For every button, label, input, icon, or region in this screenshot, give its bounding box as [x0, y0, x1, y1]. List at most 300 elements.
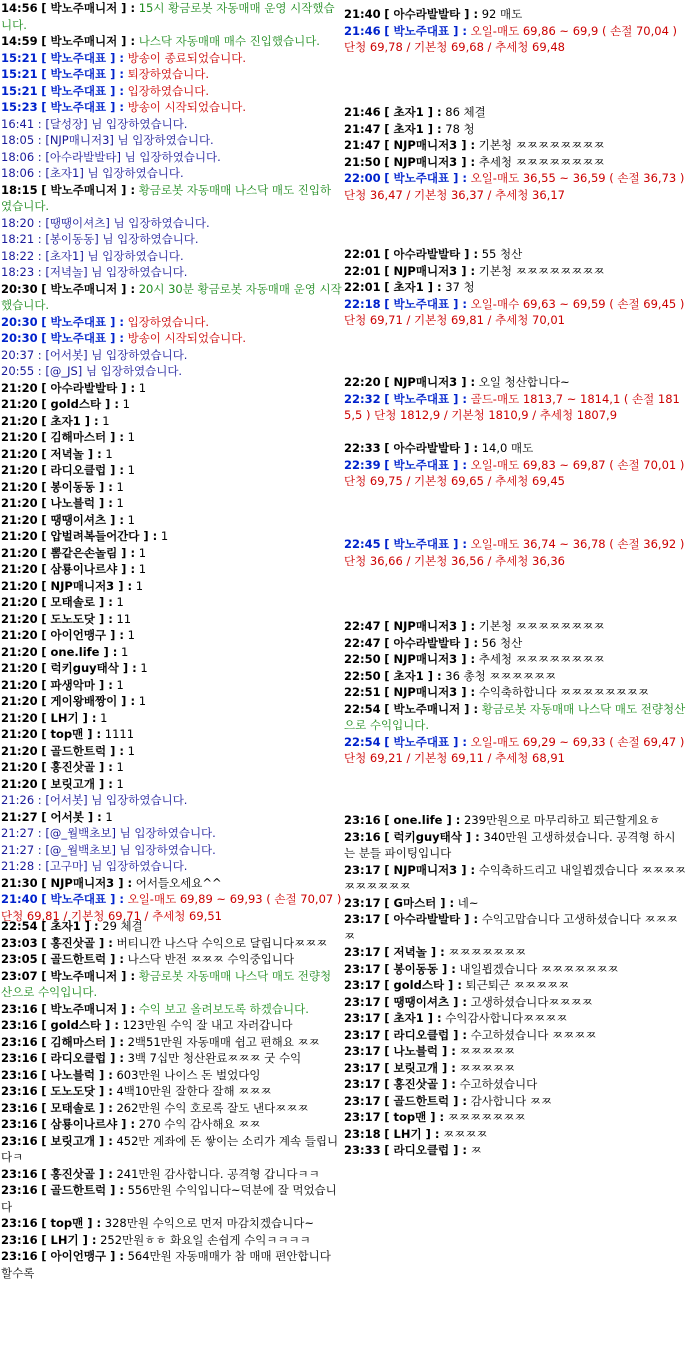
- message-time: 23:16: [1, 1232, 38, 1247]
- chat-message: [343, 279, 686, 296]
- chat-message: [0, 627, 342, 644]
- chat-message: [0, 1083, 342, 1100]
- chat-message: [343, 618, 686, 635]
- message-time: 21:20: [1, 529, 38, 543]
- message-time: 21:46: [344, 23, 381, 38]
- message-text: 1: [98, 413, 110, 428]
- message-sender: [ 박노주대표 ] :: [41, 331, 124, 345]
- message-time: 21:40: [1, 892, 38, 906]
- message-time: 23:16: [1, 1051, 38, 1065]
- message-sender: [ 초자1 ] :: [384, 121, 442, 136]
- message-sender: [ 홍진삿골 ] :: [41, 760, 113, 774]
- message-text: 92 매도: [478, 7, 523, 21]
- message-sender: [ LH기 ] :: [384, 1126, 440, 1141]
- message-text: 37 청: [441, 280, 475, 294]
- message-time: 23:17: [344, 1011, 381, 1025]
- message-sender: [ gold스타 ] :: [41, 397, 119, 411]
- message-sender: [ 김해마스터 ] :: [41, 1034, 124, 1049]
- chat-message: [0, 165, 342, 182]
- message-time: 23:05: [1, 952, 38, 966]
- chat-message: [0, 743, 342, 760]
- message-text: 20시 30분 황금로봇 자동매매 운영 시작했습니다.: [1, 281, 342, 312]
- message-sender: [ G마스터 ] :: [384, 895, 455, 910]
- chat-message: [343, 536, 686, 569]
- chat-message: [0, 825, 342, 842]
- message-text: 어서들오세요^^: [132, 875, 222, 890]
- chat-message: [343, 1010, 686, 1027]
- chat-message: [0, 710, 342, 727]
- message-time: 22:33: [344, 441, 381, 455]
- chat-message: [0, 149, 342, 166]
- chat-message: [343, 1060, 686, 1077]
- message-text: ㅉㅉㅉㅉㅉ: [455, 1044, 516, 1058]
- chat-message: [0, 644, 342, 661]
- join-notice: 21:28 : [고구마] 님 입장하였습니다.: [1, 859, 188, 873]
- message-text: 퇴근퇴근 ㅉㅉㅉㅉㅉ: [461, 978, 570, 992]
- chat-message: [0, 1100, 342, 1117]
- message-text: 수고하셨습니다: [455, 1077, 538, 1091]
- message-time: 23:18: [344, 1126, 381, 1141]
- message-sender: [ 모태솔로 ] :: [41, 1100, 113, 1115]
- message-sender: [ 박노주대표 ] :: [384, 296, 467, 311]
- chat-message: [343, 137, 686, 154]
- message-time: 15:21: [1, 83, 38, 98]
- message-time: 22:47: [344, 619, 381, 633]
- message-time: 22:01: [344, 247, 381, 261]
- chat-segment: [0, 0, 342, 924]
- chat-message: [0, 545, 342, 562]
- chat-message: [0, 462, 342, 479]
- message-time: 21:20: [1, 776, 38, 791]
- chat-segment: [343, 104, 686, 203]
- message-sender: [ 게이왕배짱이 ] :: [41, 694, 136, 708]
- message-sender: [ 어서봇 ] :: [41, 809, 102, 824]
- message-sender: [ 박노주대표 ] :: [384, 457, 467, 472]
- message-sender: [ 라디오클럽 ] :: [384, 1143, 467, 1157]
- chat-message: [0, 132, 342, 149]
- message-time: 21:27: [1, 809, 38, 824]
- message-sender: [ NJP매니저3 ] :: [384, 263, 476, 278]
- message-text: 황금로봇 자동매매 나스닥 매도 진입하였습니다.: [1, 182, 332, 213]
- message-text: 오일-매도 69,86 ~ 69,9 ( 손절 70,04 ) 단청 69,78 / 기본청 69,68 / 추세청 69,48: [344, 23, 678, 54]
- message-sender: [ 라디오클럽 ] :: [41, 463, 124, 477]
- chat-message: [0, 33, 342, 50]
- message-time: 23:16: [1, 1084, 38, 1098]
- message-time: 23:16: [1, 1183, 38, 1197]
- chat-message: [343, 1126, 686, 1143]
- message-time: 21:20: [1, 430, 38, 444]
- chat-message: [0, 809, 342, 826]
- message-time: 21:20: [1, 578, 38, 593]
- chat-message: [0, 693, 342, 710]
- message-sender: [ one.life ] :: [41, 644, 118, 659]
- message-text: 14,0 매도: [478, 441, 534, 455]
- message-text: 추세청 ㅉㅉㅉㅉㅉㅉㅉㅉ: [475, 652, 605, 666]
- message-text: 1: [112, 496, 124, 510]
- chat-message: [0, 935, 342, 952]
- message-time: 20:30: [1, 281, 38, 296]
- chat-message: [0, 594, 342, 611]
- message-sender: [ 아수라발발타 ] :: [384, 7, 479, 21]
- message-sender: [ 보릿고개 ] :: [384, 1060, 456, 1075]
- chat-message: [343, 374, 686, 391]
- message-time: 21:20: [1, 595, 38, 609]
- message-sender: [ 나노블럭 ] :: [41, 1067, 113, 1082]
- chat-segment: [343, 6, 686, 56]
- message-sender: [ 초자1 ] :: [384, 1011, 442, 1025]
- chat-message: [0, 875, 342, 892]
- message-time: 23:16: [1, 1249, 38, 1263]
- message-time: 21:20: [1, 644, 38, 659]
- message-text: 1: [123, 430, 135, 444]
- message-text: 수고하셨습니다 ㅉㅉㅉㅉ: [466, 1027, 597, 1042]
- message-sender: [ 박노주매니저 ] :: [41, 968, 136, 983]
- message-text: 기본청 ㅉㅉㅉㅉㅉㅉㅉㅉ: [475, 138, 605, 152]
- message-text: 1: [112, 677, 124, 692]
- message-text: 3백 7십만 청산완료ㅉㅉㅉ 굿 수익: [123, 1051, 302, 1065]
- message-text: 328만원 수익으로 먼저 마감치겠습니다~: [101, 1216, 314, 1230]
- message-sender: [ NJP매니저3 ] :: [384, 619, 476, 633]
- join-notice: 18:21 : [봉이동동] 님 입장하였습니다.: [1, 232, 199, 246]
- message-text: 1: [123, 743, 135, 758]
- chat-message: [0, 677, 342, 694]
- message-time: 22:45: [344, 537, 381, 551]
- message-text: 수익축하합니다 ㅉㅉㅉㅉㅉㅉㅉㅉ: [475, 685, 650, 699]
- message-sender: [ 초자1 ] :: [41, 413, 99, 428]
- message-sender: [ 보릿고개 ] :: [41, 1133, 113, 1148]
- chat-message: [0, 578, 342, 595]
- chat-segment: [0, 918, 342, 1281]
- message-sender: [ 아수라발발타 ] :: [41, 380, 136, 395]
- message-text: 1: [135, 694, 147, 708]
- message-text: 방송이 종료되었습니다.: [123, 50, 246, 65]
- message-text: 퇴장하였습니다.: [123, 67, 210, 81]
- message-sender: [ gold스타 ] :: [41, 1018, 119, 1032]
- chat-message: [0, 1017, 342, 1034]
- message-sender: [ 박노주대표 ] :: [384, 537, 467, 551]
- chat-message: [0, 182, 342, 215]
- chat-message: [0, 396, 342, 413]
- message-time: 15:21: [1, 67, 38, 81]
- chat-message: [343, 1093, 686, 1110]
- message-text: 123만원 수익 잘 내고 자러갑니다: [118, 1018, 293, 1032]
- message-time: 23:17: [344, 1110, 381, 1124]
- chat-message: [343, 6, 686, 23]
- chat-message: [343, 862, 686, 895]
- message-sender: [ 박노주대표 ] :: [41, 83, 124, 98]
- chat-message: [343, 440, 686, 457]
- chat-message: [343, 911, 686, 944]
- chat-message: [0, 264, 342, 281]
- message-time: 21:20: [1, 463, 38, 477]
- message-text: 1: [101, 809, 113, 824]
- message-text: 2백51만원 자동매매 쉽고 편해요 ㅉㅉ: [123, 1034, 320, 1049]
- chat-message: [0, 759, 342, 776]
- message-sender: [ 초자1 ] :: [384, 668, 442, 683]
- message-time: 23:16: [1, 1117, 38, 1131]
- message-time: 22:54: [344, 701, 381, 716]
- message-time: 23:17: [344, 961, 381, 976]
- message-sender: [ 홍진삿골 ] :: [41, 935, 113, 950]
- message-time: 21:20: [1, 628, 38, 642]
- message-sender: [ top맨 ] :: [384, 1110, 445, 1124]
- message-time: 21:20: [1, 413, 38, 428]
- message-text: 1111: [101, 727, 135, 741]
- message-sender: [ 박노주대표 ] :: [41, 67, 124, 81]
- message-time: 20:30: [1, 314, 38, 329]
- chat-message: [0, 792, 342, 809]
- message-time: 22:54: [344, 734, 381, 749]
- message-text: 556만원 수익입니다~덕분에 잘 먹었습니다: [1, 1183, 337, 1214]
- message-sender: [ 아수라발발타 ] :: [384, 635, 479, 650]
- message-time: 23:17: [344, 1044, 381, 1058]
- message-time: 14:59: [1, 34, 38, 48]
- message-text: 입장하였습니다.: [123, 83, 210, 98]
- message-text: 15시 황금로봇 자동매매 운영 시작했습니다.: [1, 1, 335, 32]
- chat-message: [0, 1133, 342, 1166]
- message-text: 오일-매도 36,74 ~ 36,78 ( 손절 36,92 ) 단청 36,66 / 기본청 36,56 / 추세청 36,36: [344, 537, 685, 568]
- message-sender: [ NJP매니저3 ] :: [384, 652, 476, 666]
- message-sender: [ 아이언맹구 ] :: [41, 628, 124, 642]
- message-time: 21:20: [1, 512, 38, 527]
- message-text: 1: [112, 595, 124, 609]
- message-sender: [ 럭키guy태삭 ] :: [384, 829, 480, 844]
- message-text: 1: [157, 529, 169, 543]
- message-sender: [ 박노주매니저 ] :: [41, 1001, 136, 1016]
- chat-message: [343, 635, 686, 652]
- message-time: 22:01: [344, 263, 381, 278]
- chat-message: [0, 314, 342, 331]
- message-time: 21:20: [1, 611, 38, 626]
- chat-message: [343, 812, 686, 829]
- join-notice: 18:06 : [초자1] 님 입장하였습니다.: [1, 166, 184, 180]
- chat-message: [0, 248, 342, 265]
- message-sender: [ NJP매니저3 ] :: [384, 862, 476, 877]
- chat-segment: [343, 246, 686, 329]
- message-time: 23:17: [344, 945, 381, 959]
- chat-message: [343, 296, 686, 329]
- message-sender: [ 보릿고개 ] :: [41, 776, 113, 791]
- chat-segment: [343, 812, 686, 1159]
- message-time: 22:50: [344, 652, 381, 666]
- message-sender: [ 박노주대표 ] :: [384, 171, 467, 185]
- chat-message: [0, 1050, 342, 1067]
- chat-message: [0, 281, 342, 314]
- chat-segment: [343, 440, 686, 490]
- message-time: 22:50: [344, 668, 381, 683]
- chat-message: [0, 951, 342, 968]
- message-text: 수익축하드리고 내일뵙겠습니다 ㅉㅉㅉㅉㅉㅉㅉㅉㅉㅉ: [344, 862, 686, 893]
- message-text: 황금로봇 자동매매 나스닥 매도 전량청산으로 수익입니다.: [344, 701, 686, 732]
- message-text: 78 청: [441, 121, 475, 136]
- chat-message: [343, 651, 686, 668]
- chat-message: [0, 0, 342, 33]
- chat-message: [0, 1232, 342, 1249]
- message-sender: [ 박노주대표 ] :: [41, 100, 124, 114]
- message-sender: [ 도노도닷 ] :: [41, 611, 113, 626]
- message-text: 추세청 ㅉㅉㅉㅉㅉㅉㅉㅉ: [475, 154, 605, 169]
- chat-message: [0, 479, 342, 496]
- message-text: ㅉㅉㅉㅉ: [439, 1126, 488, 1141]
- message-sender: [ LH기 ] :: [41, 710, 97, 725]
- chat-message: [0, 1182, 342, 1215]
- message-time: 21:20: [1, 661, 38, 675]
- message-sender: [ NJP매니저3 ] :: [384, 154, 476, 169]
- message-time: 20:30: [1, 331, 38, 345]
- chat-message: [343, 1043, 686, 1060]
- message-text: 55 청산: [478, 247, 523, 261]
- message-sender: [ 골드한트럭 ] :: [384, 1093, 467, 1108]
- message-sender: [ 도노도닷 ] :: [41, 1084, 113, 1098]
- message-sender: [ 땡땡이셔츠 ] :: [41, 512, 124, 527]
- chat-message: [343, 994, 686, 1011]
- message-text: 오일-매수 69,63 ~ 69,59 ( 손절 69,45 ) 단청 69,71 / 기본청 69,81 / 추세청 70,01: [344, 296, 685, 327]
- message-sender: [ one.life ] :: [384, 813, 461, 827]
- message-text: 수익감사합니다ㅉㅉㅉㅉ: [441, 1011, 568, 1025]
- chat-message: [343, 1076, 686, 1093]
- message-text: 564만원 자동매매가 참 매매 편안합니다 할수록: [1, 1249, 331, 1280]
- join-notice: 16:41 : [달성장] 님 입장하였습니다.: [1, 116, 188, 131]
- chat-message: [0, 611, 342, 628]
- message-time: 23:16: [1, 1067, 38, 1082]
- message-text: 오일-매도 69,89 ~ 69,93 ( 손절 70,07 ) 단청 69,81 / 기본청 69,71 / 추세청 69,51: [1, 892, 342, 923]
- chat-message: [0, 776, 342, 793]
- message-text: 1: [112, 760, 124, 774]
- message-time: 14:56: [1, 1, 38, 15]
- message-text: 1: [96, 710, 108, 725]
- message-text: 1: [123, 628, 135, 642]
- message-sender: [ 박노주대표 ] :: [41, 314, 124, 329]
- chat-message: [343, 668, 686, 685]
- message-text: 나스닥 자동매매 매수 진입했습니다.: [135, 34, 320, 48]
- join-notice: 18:20 : [땡땡이셔츠] 님 입장하였습니다.: [1, 215, 210, 230]
- message-text: 29 체결: [98, 919, 143, 933]
- message-text: ㅉㅉㅉㅉㅉㅉㅉ: [444, 1110, 526, 1124]
- message-text: 56 청산: [478, 635, 523, 650]
- message-sender: [ 박노주대표 ] :: [384, 23, 467, 38]
- chat-message: [0, 1001, 342, 1018]
- message-sender: [ 홍진삿골 ] :: [41, 1166, 113, 1181]
- message-sender: [ 박노주매니저 ] :: [41, 281, 136, 296]
- message-time: 23:17: [344, 895, 381, 910]
- message-time: 21:20: [1, 479, 38, 494]
- message-time: 21:40: [344, 7, 381, 21]
- message-text: 오일-매도 36,55 ~ 36,59 ( 손절 36,73 ) 단청 36,47 / 기본청 36,37 / 추세청 36,17: [344, 171, 685, 202]
- message-sender: [ 라디오클럽 ] :: [41, 1051, 124, 1065]
- message-sender: [ LH기 ] :: [41, 1232, 97, 1247]
- message-time: 22:39: [344, 457, 381, 472]
- chat-message: [343, 977, 686, 994]
- message-text: 나스닥 반전 ㅉㅉㅉ 수익중입니다: [123, 952, 295, 966]
- message-sender: [ top맨 ] :: [41, 1216, 102, 1230]
- message-text: 1: [123, 463, 135, 477]
- chat-message: [343, 961, 686, 978]
- chat-message: [343, 170, 686, 203]
- join-notice: 20:37 : [어서봇] 님 입장하였습니다.: [1, 347, 188, 362]
- message-text: 버티니깐 나스닥 수익으로 달립니다ㅉㅉㅉ: [112, 935, 328, 950]
- chat-segment: [343, 618, 686, 767]
- message-time: 21:20: [1, 397, 38, 411]
- message-text: 1: [132, 578, 144, 593]
- message-time: 18:15: [1, 182, 38, 197]
- message-sender: [ 봉이동동 ] :: [384, 961, 456, 976]
- message-text: 1: [135, 545, 147, 560]
- chat-message: [0, 528, 342, 545]
- chat-message: [0, 1034, 342, 1051]
- message-time: 21:20: [1, 760, 38, 774]
- chat-segment: [343, 374, 686, 424]
- chat-message: [0, 1067, 342, 1084]
- message-sender: [ 아이언맹구 ] :: [41, 1249, 124, 1263]
- chat-message: [0, 116, 342, 133]
- chat-message: [343, 895, 686, 912]
- message-time: 23:16: [1, 1034, 38, 1049]
- message-time: 22:01: [344, 280, 381, 294]
- join-notice: 21:27 : [@_월백초보] 님 입장하였습니다.: [1, 842, 216, 857]
- message-sender: [ 저녁놀 ] :: [384, 945, 445, 959]
- message-time: 23:17: [344, 1077, 381, 1091]
- message-text: 4백10만원 잘한다 잘해 ㅉㅉㅉ: [112, 1084, 272, 1098]
- chat-message: [0, 429, 342, 446]
- message-text: 황금로봇 자동매매 나스닥 매도 전량청산으로 수익입니다.: [1, 968, 332, 999]
- message-text: 기본청 ㅉㅉㅉㅉㅉㅉㅉㅉ: [475, 263, 605, 278]
- message-text: ㅉㅉㅉㅉㅉ: [455, 1060, 516, 1075]
- message-text: 270 수익 감사해요 ㅉㅉ: [135, 1117, 261, 1131]
- message-time: 21:20: [1, 727, 38, 741]
- message-text: 입장하였습니다.: [123, 314, 210, 329]
- message-text: ㅉ: [466, 1143, 482, 1157]
- message-sender: [ 압벌려복들어간다 ] :: [41, 529, 158, 543]
- message-time: 23:17: [344, 912, 381, 926]
- message-time: 22:54: [1, 919, 38, 933]
- message-sender: [ 초자1 ] :: [384, 280, 442, 294]
- join-notice: 21:26 : [어서봇] 님 입장하였습니다.: [1, 793, 188, 807]
- message-sender: [ 골드한트럭 ] :: [41, 952, 124, 966]
- message-sender: [ gold스타 ] :: [384, 978, 462, 992]
- message-sender: [ NJP매니저3 ] :: [41, 875, 133, 890]
- message-time: 21:46: [344, 105, 381, 119]
- message-text: 1: [136, 661, 148, 675]
- message-time: 23:17: [344, 994, 381, 1009]
- message-text: ㅉㅉㅉㅉㅉㅉㅉ: [444, 945, 527, 959]
- chat-message: [343, 944, 686, 961]
- join-notice: 18:05 : [NJP매니저3] 님 입장하였습니다.: [1, 133, 214, 147]
- join-notice: 18:22 : [초자1] 님 입장하였습니다.: [1, 248, 184, 263]
- chat-message: [0, 561, 342, 578]
- message-sender: [ 아수라발발타 ] :: [384, 441, 479, 455]
- message-time: 23:17: [344, 1060, 381, 1075]
- message-text: 11: [112, 611, 132, 626]
- message-sender: [ 박노주매니저 ] :: [41, 1, 136, 15]
- message-sender: [ 땡땡이셔츠 ] :: [384, 994, 467, 1009]
- chat-message: [0, 99, 342, 116]
- chat-message: [343, 121, 686, 138]
- message-time: 21:20: [1, 562, 38, 576]
- message-sender: [ 박노주대표 ] :: [41, 892, 124, 906]
- message-text: 1: [123, 512, 135, 527]
- chat-message: [0, 968, 342, 1001]
- chat-message: [0, 726, 342, 743]
- message-sender: [ 초자1 ] :: [384, 105, 442, 119]
- message-sender: [ 삼룡이나르샤 ] :: [41, 562, 136, 576]
- message-time: 22:18: [344, 296, 381, 311]
- message-sender: [ 봉이동동 ] :: [41, 479, 113, 494]
- message-sender: [ 모태솔로 ] :: [41, 595, 113, 609]
- message-time: 23:17: [344, 978, 381, 992]
- join-notice: 21:27 : [@_월백초보] 님 입장하였습니다.: [1, 826, 216, 840]
- message-time: 21:30: [1, 875, 38, 890]
- message-time: 23:16: [344, 813, 381, 827]
